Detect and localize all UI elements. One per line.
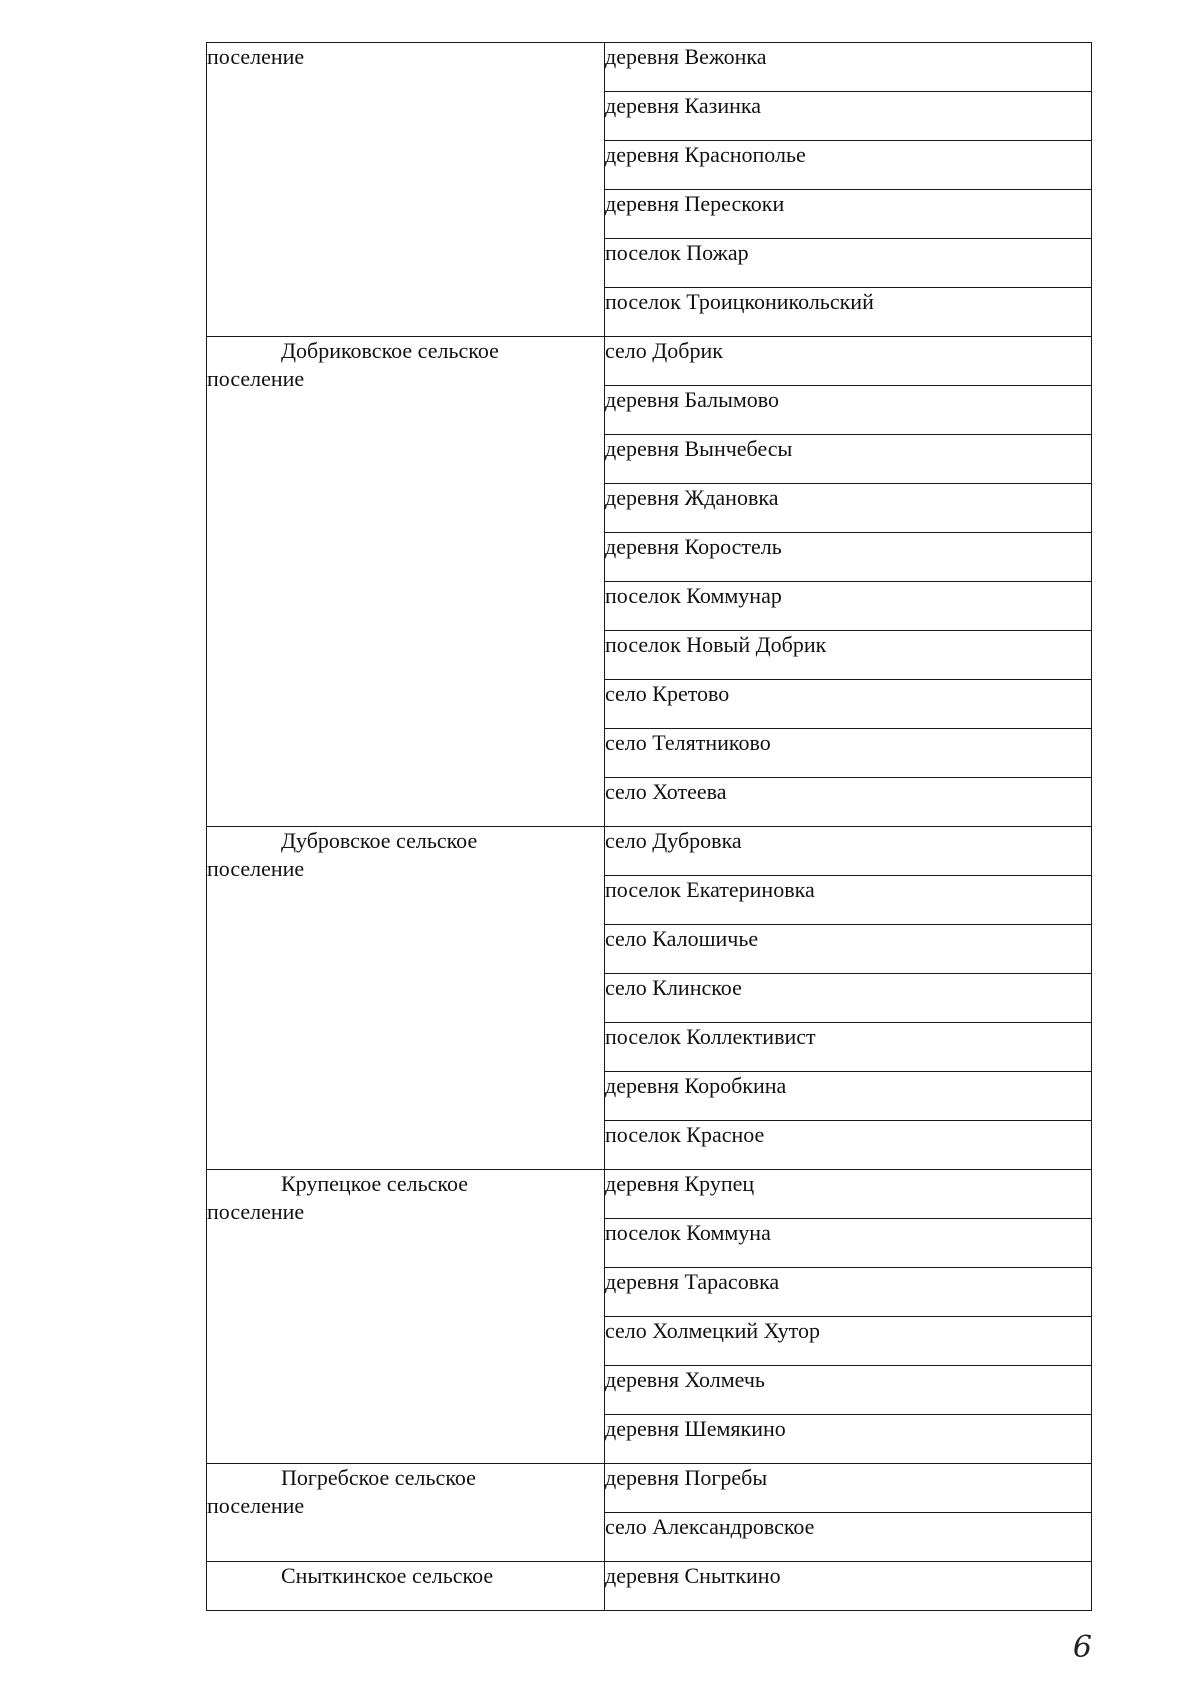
- locality-name: село Калошичье: [605, 926, 759, 951]
- municipality-cell: [207, 1562, 605, 1611]
- municipality-cell: [207, 337, 605, 827]
- locality-cell: [605, 386, 1092, 435]
- locality-cell: [605, 1464, 1092, 1513]
- locality-name: поселок Коммунар: [605, 583, 782, 608]
- locality-cell: [605, 1415, 1092, 1464]
- locality-name: деревня Крупец: [605, 1171, 755, 1196]
- settlements-table: [206, 42, 1092, 1611]
- locality-cell: [605, 925, 1092, 974]
- locality-name: село Телятниково: [605, 730, 771, 755]
- locality-name: деревня Казинка: [605, 93, 762, 118]
- municipality-name: Крупецкое сельское: [281, 1171, 468, 1196]
- locality-cell: [605, 43, 1092, 92]
- locality-name: село Добрик: [605, 338, 723, 363]
- locality-name: село Александровское: [605, 1514, 815, 1539]
- locality-cell: [605, 827, 1092, 876]
- locality-name: деревня Погребы: [605, 1465, 768, 1490]
- municipality-name: Добриковское сельское: [281, 338, 499, 363]
- locality-cell: [605, 239, 1092, 288]
- locality-cell: [605, 141, 1092, 190]
- municipality-cell: [207, 43, 605, 337]
- municipality-name-continued: поселение: [207, 1199, 305, 1224]
- locality-name: село Кретово: [605, 681, 730, 706]
- locality-name: село Холмецкий Хутор: [605, 1318, 820, 1343]
- locality-cell: [605, 1317, 1092, 1366]
- page-number: 6: [1072, 1630, 1092, 1665]
- municipality-cell: [207, 827, 605, 1170]
- table-row: [207, 827, 1092, 876]
- locality-cell: [605, 484, 1092, 533]
- locality-cell: [605, 288, 1092, 337]
- locality-name: деревня Краснополье: [605, 142, 806, 167]
- locality-cell: [605, 1513, 1092, 1562]
- locality-name: деревня Балымово: [605, 387, 780, 412]
- locality-name: село Клинское: [605, 975, 742, 1000]
- locality-name: поселок Пожар: [605, 240, 749, 265]
- locality-cell: [605, 631, 1092, 680]
- municipality-name-continued: поселение: [207, 44, 305, 69]
- locality-cell: [605, 1268, 1092, 1317]
- locality-name: деревня Вынчебесы: [605, 436, 793, 461]
- table-row: [207, 1562, 1092, 1611]
- locality-name: деревня Шемякино: [605, 1416, 786, 1441]
- locality-cell: [605, 974, 1092, 1023]
- municipality-cell: [207, 1464, 605, 1562]
- locality-name: деревня Ждановка: [605, 485, 779, 510]
- locality-name: поселок Коммуна: [605, 1220, 771, 1245]
- locality-name: деревня Тарасовка: [605, 1269, 780, 1294]
- municipality-name: Сныткинское сельское: [281, 1563, 494, 1588]
- locality-cell: [605, 337, 1092, 386]
- locality-cell: [605, 582, 1092, 631]
- municipality-cell: [207, 1170, 605, 1464]
- municipality-name-continued: поселение: [207, 856, 305, 881]
- municipality-name-continued: поселение: [207, 1493, 305, 1518]
- locality-cell: [605, 1023, 1092, 1072]
- table-row: [207, 1170, 1092, 1219]
- municipality-name-continued: поселение: [207, 366, 305, 391]
- locality-name: село Дубровка: [605, 828, 742, 853]
- locality-cell: [605, 729, 1092, 778]
- municipality-name: Погребское сельское: [281, 1465, 476, 1490]
- locality-name: деревня Вежонка: [605, 44, 767, 69]
- locality-name: деревня Коробкина: [605, 1073, 787, 1098]
- locality-cell: [605, 1219, 1092, 1268]
- locality-name: деревня Перескоки: [605, 191, 785, 216]
- locality-cell: [605, 533, 1092, 582]
- locality-cell: [605, 1121, 1092, 1170]
- locality-cell: [605, 778, 1092, 827]
- locality-cell: [605, 435, 1092, 484]
- municipality-name: Дубровское сельское: [281, 828, 478, 853]
- locality-name: село Хотеева: [605, 779, 727, 804]
- locality-cell: [605, 680, 1092, 729]
- table-row: [207, 337, 1092, 386]
- locality-cell: [605, 1170, 1092, 1219]
- locality-name: деревня Холмечь: [605, 1367, 765, 1392]
- locality-cell: [605, 876, 1092, 925]
- locality-name: поселок Новый Добрик: [605, 632, 827, 657]
- locality-cell: [605, 1562, 1092, 1611]
- locality-name: поселок Екатериновка: [605, 877, 815, 902]
- locality-cell: [605, 1366, 1092, 1415]
- locality-name: поселок Красное: [605, 1122, 765, 1147]
- table-row: [207, 43, 1092, 92]
- locality-name: деревня Коростель: [605, 534, 782, 559]
- table-row: [207, 1464, 1092, 1513]
- locality-cell: [605, 1072, 1092, 1121]
- locality-name: поселок Троицконикольский: [605, 289, 874, 314]
- locality-name: деревня Сныткино: [605, 1563, 781, 1588]
- locality-cell: [605, 92, 1092, 141]
- locality-cell: [605, 190, 1092, 239]
- locality-name: поселок Коллективист: [605, 1024, 816, 1049]
